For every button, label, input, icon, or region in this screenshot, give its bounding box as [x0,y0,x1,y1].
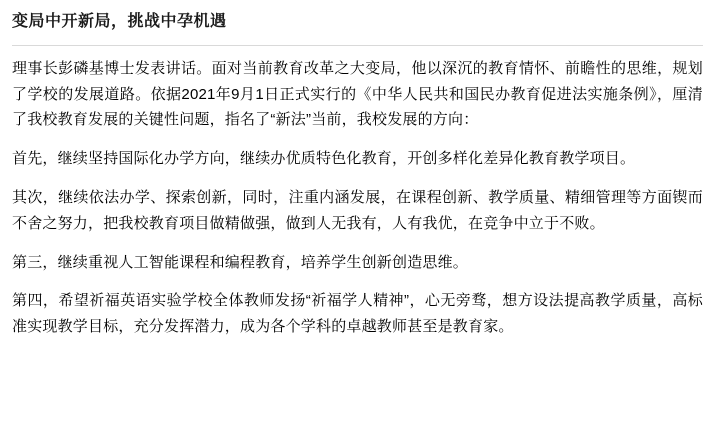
paragraph-3: 其次，继续依法办学、探索创新，同时，注重内涵发展，在课程创新、教学质量、精细管理等方面锲而不舍之努力，把我校教育项目做精做强，做到人无我有，人有我优，在竞争中立于不败。 [12,188,703,232]
page-title: 变局中开新局，挑战中孕机遇 [12,13,227,30]
title-divider [12,45,703,46]
paragraph-5: 第四，希望祈福英语实验学校全体教师发扬“祈福学人精神”，心无旁骛，想方设法提高教学质量，高标准实现教学目标，充分发挥潜力，成为各个学科的卓越教师甚至是教育家。 [12,292,703,336]
paragraph-2: 首先，继续坚持国际化办学方向，继续办优质特色化教育，开创多样化差异化教育教学项目。 [12,150,636,168]
paragraph-1: 理事长彭磷基博士发表讲话。面对当前教育改革之大变局，他以深沉的教育情怀、前瞻性的思维，规划了学校的发展道路。依据2021年9月1日正式实行的《中华人民共和国民办教育促进法实施条例》，厘清了我校教育发展的关键性问题，指名了“新法”当前，我校发展的方向： [12,59,703,129]
paragraph-4: 第三，继续重视人工智能课程和编程教育，培养学生创新创造思维。 [12,253,469,271]
